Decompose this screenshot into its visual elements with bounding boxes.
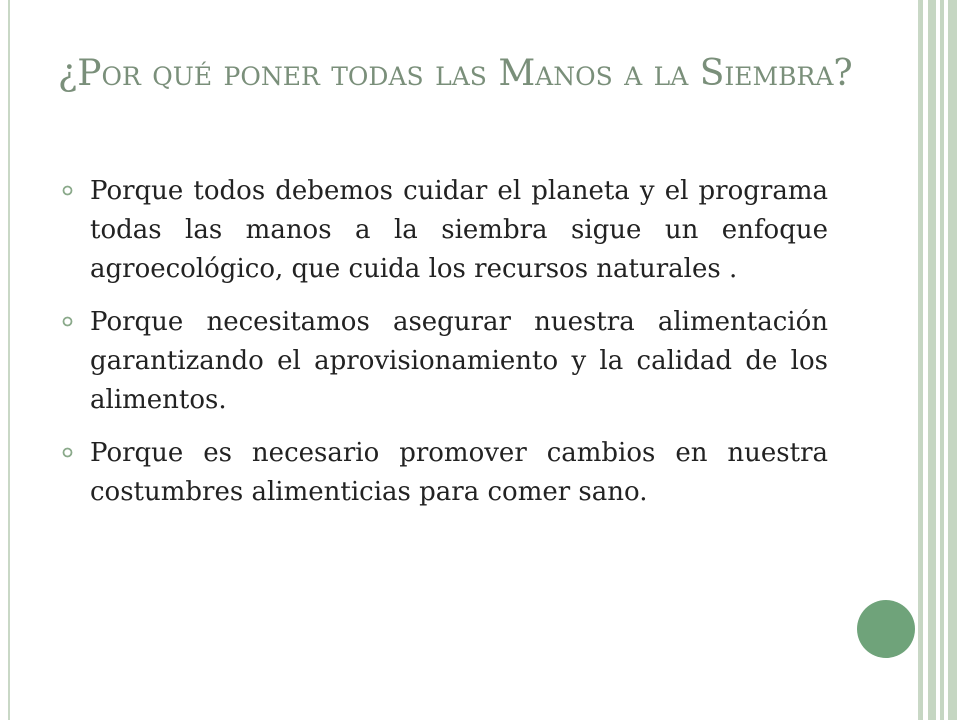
decorative-stripes [920,0,960,720]
bullet-list [62,172,828,526]
list-item [62,434,828,512]
stripe [928,0,936,720]
circle-bullet-icon [62,447,73,458]
list-item [62,303,828,420]
circle-bullet-icon [62,316,73,327]
bullet-text: Porque todos debemos cuidar el planeta y el programa todas las manos a la siembra sigue un enfoque agroecológico, que cuida los recursos naturales . [90,176,828,284]
bullet-text: Porque es necesario promover cambios en nuestra costumbres alimenticias para comer sano. [90,438,828,507]
slide-title: ¿Por qué poner todas las Manos a la Siembra? [58,53,853,94]
stripe [940,0,944,720]
stripe [920,0,923,720]
list-item [62,172,828,289]
bullet-text: Porque necesitamos asegurar nuestra alimentación garantizando el aprovisionamiento y la calidad de los alimentos. [90,307,828,415]
stripe [948,0,957,720]
circle-bullet-icon [62,185,73,196]
decorative-circle [857,600,915,658]
